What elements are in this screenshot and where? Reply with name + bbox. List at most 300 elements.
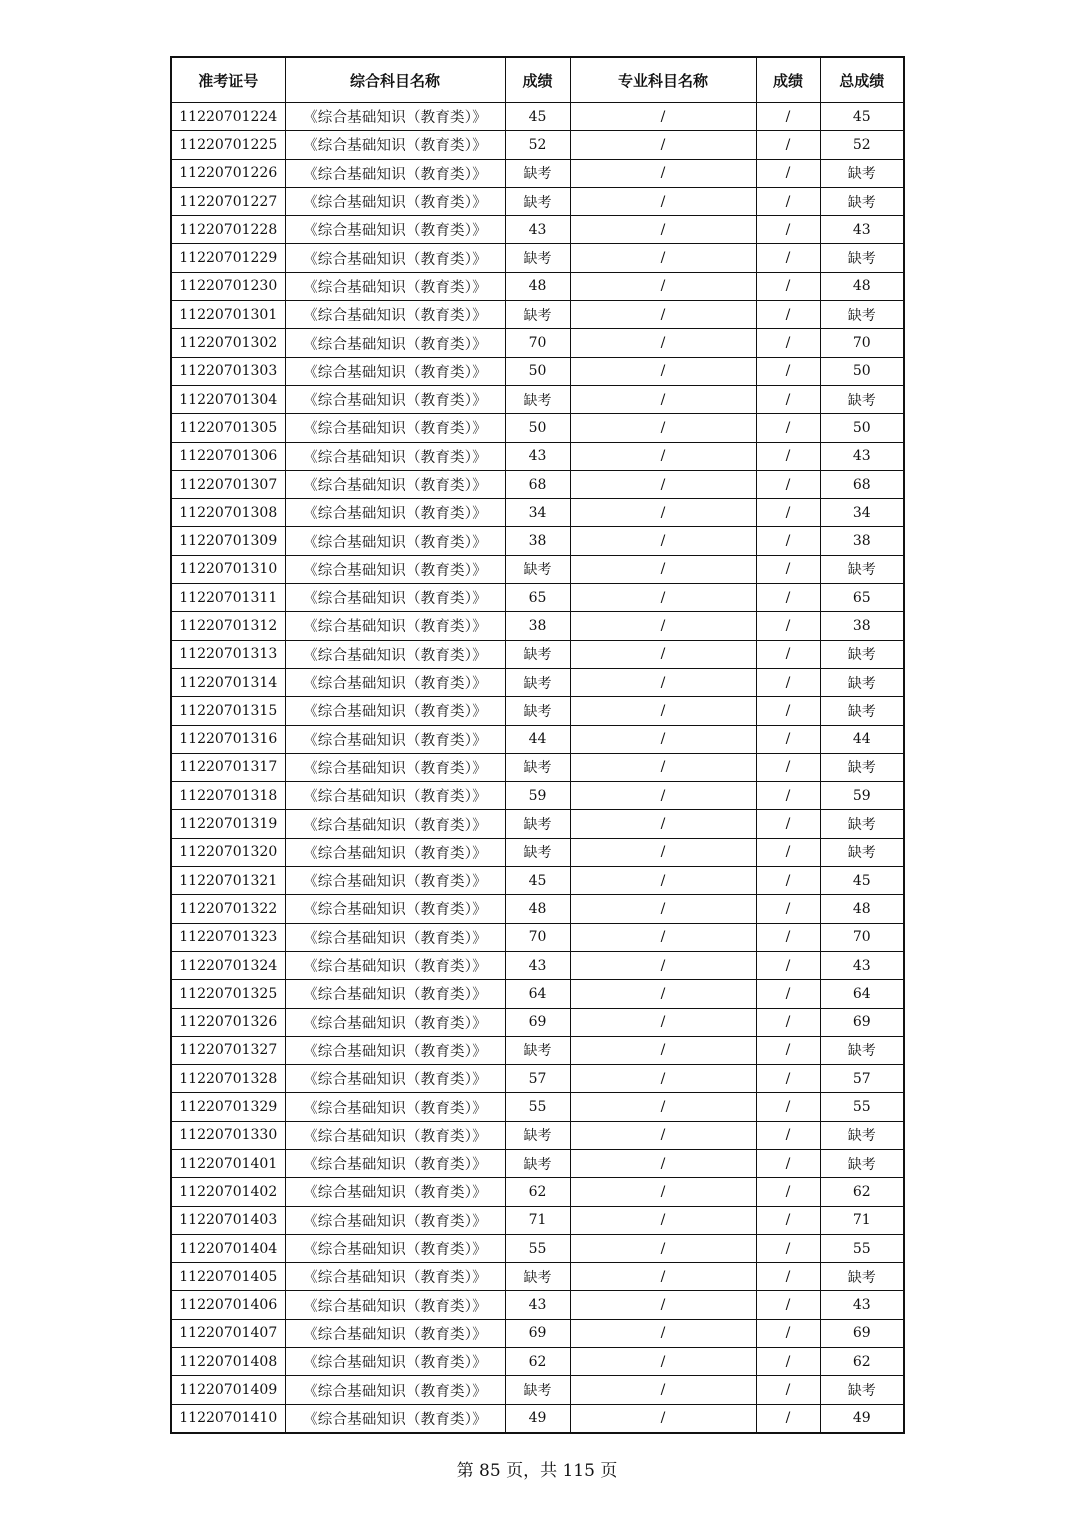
general-subject-cell: 《综合基础知识（教育类）》 xyxy=(285,810,505,838)
pro-subject-cell: / xyxy=(570,1093,756,1121)
total-score-cell: 71 xyxy=(820,1206,904,1234)
exam-id-cell: 11220701410 xyxy=(171,1404,285,1433)
pro-subject-cell: / xyxy=(570,385,756,413)
general-score-cell: 71 xyxy=(505,1206,570,1234)
header-general-score: 成绩 xyxy=(505,57,570,103)
pro-subject-cell: / xyxy=(570,1149,756,1177)
exam-id-cell: 11220701312 xyxy=(171,612,285,640)
general-score-cell: 缺考 xyxy=(505,753,570,781)
general-score-cell: 缺考 xyxy=(505,697,570,725)
header-general-subject: 综合科目名称 xyxy=(285,57,505,103)
total-score-cell: 缺考 xyxy=(820,1376,904,1404)
table-row xyxy=(171,216,904,244)
general-score-cell: 缺考 xyxy=(505,1376,570,1404)
pro-subject-cell: / xyxy=(570,697,756,725)
pro-score-cell: / xyxy=(756,1178,820,1206)
total-score-cell: 缺考 xyxy=(820,555,904,583)
general-score-cell: 38 xyxy=(505,527,570,555)
general-subject-cell: 《综合基础知识（教育类）》 xyxy=(285,725,505,753)
table-row xyxy=(171,725,904,753)
exam-id-cell: 11220701229 xyxy=(171,244,285,272)
pro-subject-cell: / xyxy=(570,329,756,357)
total-score-cell: 55 xyxy=(820,1093,904,1121)
pro-score-cell: / xyxy=(756,527,820,555)
pro-score-cell: / xyxy=(756,1206,820,1234)
table-row xyxy=(171,782,904,810)
total-score-cell: 缺考 xyxy=(820,385,904,413)
exam-id-cell: 11220701306 xyxy=(171,442,285,470)
general-subject-cell: 《综合基础知识（教育类）》 xyxy=(285,329,505,357)
table-row xyxy=(171,697,904,725)
exam-id-cell: 11220701324 xyxy=(171,951,285,979)
total-score-cell: 49 xyxy=(820,1404,904,1433)
pro-subject-cell: / xyxy=(570,668,756,696)
exam-id-cell: 11220701316 xyxy=(171,725,285,753)
total-score-cell: 69 xyxy=(820,1008,904,1036)
exam-id-cell: 11220701328 xyxy=(171,1065,285,1093)
pro-score-cell: / xyxy=(756,414,820,442)
table-row xyxy=(171,187,904,215)
score-table xyxy=(170,56,905,1434)
general-subject-cell: 《综合基础知识（教育类）》 xyxy=(285,951,505,979)
total-score-cell: 缺考 xyxy=(820,1263,904,1291)
exam-id-cell: 11220701408 xyxy=(171,1348,285,1376)
exam-id-cell: 11220701329 xyxy=(171,1093,285,1121)
general-subject-cell: 《综合基础知识（教育类）》 xyxy=(285,838,505,866)
pro-subject-cell: / xyxy=(570,1376,756,1404)
pro-subject-cell: / xyxy=(570,1234,756,1262)
general-subject-cell: 《综合基础知识（教育类）》 xyxy=(285,1376,505,1404)
table-row xyxy=(171,1404,904,1433)
general-subject-cell: 《综合基础知识（教育类）》 xyxy=(285,1036,505,1064)
general-subject-cell: 《综合基础知识（教育类）》 xyxy=(285,131,505,159)
pro-subject-cell: / xyxy=(570,1121,756,1149)
table-row xyxy=(171,385,904,413)
pro-subject-cell: / xyxy=(570,555,756,583)
general-subject-cell: 《综合基础知识（教育类）》 xyxy=(285,187,505,215)
total-score-cell: 62 xyxy=(820,1348,904,1376)
pro-subject-cell: / xyxy=(570,1404,756,1433)
pro-score-cell: / xyxy=(756,697,820,725)
total-score-cell: 34 xyxy=(820,499,904,527)
general-score-cell: 43 xyxy=(505,1291,570,1319)
total-score-cell: 缺考 xyxy=(820,159,904,187)
total-score-cell: 缺考 xyxy=(820,753,904,781)
total-score-cell: 缺考 xyxy=(820,1149,904,1177)
total-score-cell: 缺考 xyxy=(820,1036,904,1064)
pro-score-cell: / xyxy=(756,499,820,527)
general-subject-cell: 《综合基础知识（教育类）》 xyxy=(285,357,505,385)
table-row xyxy=(171,329,904,357)
table-row xyxy=(171,1036,904,1064)
general-score-cell: 43 xyxy=(505,442,570,470)
general-score-cell: 缺考 xyxy=(505,244,570,272)
general-score-cell: 59 xyxy=(505,782,570,810)
exam-id-cell: 11220701314 xyxy=(171,668,285,696)
exam-id-cell: 11220701228 xyxy=(171,216,285,244)
exam-id-cell: 11220701309 xyxy=(171,527,285,555)
pro-subject-cell: / xyxy=(570,499,756,527)
general-subject-cell: 《综合基础知识（教育类）》 xyxy=(285,668,505,696)
table-row xyxy=(171,1008,904,1036)
general-subject-cell: 《综合基础知识（教育类）》 xyxy=(285,159,505,187)
pro-score-cell: / xyxy=(756,216,820,244)
pro-score-cell: / xyxy=(756,103,820,131)
exam-id-cell: 11220701310 xyxy=(171,555,285,583)
pro-score-cell: / xyxy=(756,640,820,668)
general-subject-cell: 《综合基础知识（教育类）》 xyxy=(285,301,505,329)
total-score-cell: 43 xyxy=(820,442,904,470)
table-row xyxy=(171,1093,904,1121)
general-subject-cell: 《综合基础知识（教育类）》 xyxy=(285,442,505,470)
general-subject-cell: 《综合基础知识（教育类）》 xyxy=(285,414,505,442)
general-score-cell: 65 xyxy=(505,584,570,612)
general-score-cell: 68 xyxy=(505,470,570,498)
pro-score-cell: / xyxy=(756,244,820,272)
exam-id-cell: 11220701307 xyxy=(171,470,285,498)
general-score-cell: 缺考 xyxy=(505,555,570,583)
table-body xyxy=(171,103,904,1433)
page-footer: 第 85 页，共 115 页 xyxy=(456,1461,618,1481)
total-score-cell: 38 xyxy=(820,612,904,640)
exam-id-cell: 11220701323 xyxy=(171,923,285,951)
pro-score-cell: / xyxy=(756,1149,820,1177)
table-row xyxy=(171,923,904,951)
pro-score-cell: / xyxy=(756,725,820,753)
exam-id-cell: 11220701301 xyxy=(171,301,285,329)
pro-score-cell: / xyxy=(756,668,820,696)
general-subject-cell: 《综合基础知识（教育类）》 xyxy=(285,980,505,1008)
general-score-cell: 50 xyxy=(505,414,570,442)
exam-id-cell: 11220701405 xyxy=(171,1263,285,1291)
pro-score-cell: / xyxy=(756,895,820,923)
general-score-cell: 69 xyxy=(505,1008,570,1036)
total-score-cell: 65 xyxy=(820,584,904,612)
pro-score-cell: / xyxy=(756,753,820,781)
pro-subject-cell: / xyxy=(570,301,756,329)
general-subject-cell: 《综合基础知识（教育类）》 xyxy=(285,1348,505,1376)
table-row xyxy=(171,1348,904,1376)
general-score-cell: 缺考 xyxy=(505,1036,570,1064)
pro-score-cell: / xyxy=(756,1121,820,1149)
total-score-cell: 70 xyxy=(820,923,904,951)
general-subject-cell: 《综合基础知识（教育类）》 xyxy=(285,1206,505,1234)
table-row xyxy=(171,951,904,979)
total-score-cell: 38 xyxy=(820,527,904,555)
pro-score-cell: / xyxy=(756,838,820,866)
table-row xyxy=(171,753,904,781)
general-subject-cell: 《综合基础知识（教育类）》 xyxy=(285,895,505,923)
total-score-cell: 缺考 xyxy=(820,697,904,725)
exam-id-cell: 11220701406 xyxy=(171,1291,285,1319)
exam-id-cell: 11220701225 xyxy=(171,131,285,159)
total-score-cell: 缺考 xyxy=(820,301,904,329)
exam-id-cell: 11220701321 xyxy=(171,867,285,895)
pro-subject-cell: / xyxy=(570,980,756,1008)
general-score-cell: 62 xyxy=(505,1178,570,1206)
table-row xyxy=(171,810,904,838)
pro-subject-cell: / xyxy=(570,103,756,131)
general-score-cell: 缺考 xyxy=(505,810,570,838)
general-score-cell: 52 xyxy=(505,131,570,159)
general-subject-cell: 《综合基础知识（教育类）》 xyxy=(285,385,505,413)
pro-score-cell: / xyxy=(756,1234,820,1262)
table-row xyxy=(171,1121,904,1149)
general-score-cell: 43 xyxy=(505,951,570,979)
general-score-cell: 缺考 xyxy=(505,385,570,413)
exam-id-cell: 11220701404 xyxy=(171,1234,285,1262)
pro-score-cell: / xyxy=(756,612,820,640)
exam-id-cell: 11220701407 xyxy=(171,1319,285,1347)
pro-subject-cell: / xyxy=(570,895,756,923)
pro-score-cell: / xyxy=(756,1404,820,1433)
general-subject-cell: 《综合基础知识（教育类）》 xyxy=(285,1149,505,1177)
general-score-cell: 70 xyxy=(505,329,570,357)
pro-score-cell: / xyxy=(756,951,820,979)
general-subject-cell: 《综合基础知识（教育类）》 xyxy=(285,244,505,272)
pro-score-cell: / xyxy=(756,1008,820,1036)
table-row xyxy=(171,1234,904,1262)
general-score-cell: 缺考 xyxy=(505,187,570,215)
total-score-cell: 50 xyxy=(820,414,904,442)
pro-subject-cell: / xyxy=(570,1206,756,1234)
pro-score-cell: / xyxy=(756,272,820,300)
pro-subject-cell: / xyxy=(570,272,756,300)
general-score-cell: 45 xyxy=(505,867,570,895)
pro-subject-cell: / xyxy=(570,612,756,640)
table-row xyxy=(171,1291,904,1319)
pro-score-cell: / xyxy=(756,1376,820,1404)
general-score-cell: 62 xyxy=(505,1348,570,1376)
general-score-cell: 70 xyxy=(505,923,570,951)
total-score-cell: 55 xyxy=(820,1234,904,1262)
pro-subject-cell: / xyxy=(570,1291,756,1319)
general-subject-cell: 《综合基础知识（教育类）》 xyxy=(285,640,505,668)
exam-id-cell: 11220701315 xyxy=(171,697,285,725)
table-row xyxy=(171,159,904,187)
table-header xyxy=(171,57,904,103)
general-subject-cell: 《综合基础知识（教育类）》 xyxy=(285,470,505,498)
total-score-cell: 48 xyxy=(820,272,904,300)
pro-score-cell: / xyxy=(756,442,820,470)
pro-subject-cell: / xyxy=(570,1036,756,1064)
general-subject-cell: 《综合基础知识（教育类）》 xyxy=(285,612,505,640)
general-subject-cell: 《综合基础知识（教育类）》 xyxy=(285,272,505,300)
general-subject-cell: 《综合基础知识（教育类）》 xyxy=(285,1065,505,1093)
pro-subject-cell: / xyxy=(570,725,756,753)
pro-subject-cell: / xyxy=(570,159,756,187)
total-score-cell: 50 xyxy=(820,357,904,385)
table-row xyxy=(171,1263,904,1291)
general-score-cell: 57 xyxy=(505,1065,570,1093)
exam-id-cell: 11220701401 xyxy=(171,1149,285,1177)
general-score-cell: 48 xyxy=(505,895,570,923)
table-row xyxy=(171,470,904,498)
pro-score-cell: / xyxy=(756,923,820,951)
exam-id-cell: 11220701403 xyxy=(171,1206,285,1234)
pro-score-cell: / xyxy=(756,1036,820,1064)
total-score-cell: 缺考 xyxy=(820,810,904,838)
exam-id-cell: 11220701326 xyxy=(171,1008,285,1036)
general-score-cell: 缺考 xyxy=(505,1121,570,1149)
pro-score-cell: / xyxy=(756,1065,820,1093)
general-score-cell: 缺考 xyxy=(505,640,570,668)
general-subject-cell: 《综合基础知识（教育类）》 xyxy=(285,1121,505,1149)
general-subject-cell: 《综合基础知识（教育类）》 xyxy=(285,697,505,725)
general-subject-cell: 《综合基础知识（教育类）》 xyxy=(285,1178,505,1206)
general-subject-cell: 《综合基础知识（教育类）》 xyxy=(285,499,505,527)
general-subject-cell: 《综合基础知识（教育类）》 xyxy=(285,527,505,555)
exam-id-cell: 11220701304 xyxy=(171,385,285,413)
total-score-cell: 缺考 xyxy=(820,668,904,696)
pro-score-cell: / xyxy=(756,1319,820,1347)
pro-score-cell: / xyxy=(756,867,820,895)
table-row xyxy=(171,838,904,866)
table-row xyxy=(171,442,904,470)
pro-subject-cell: / xyxy=(570,244,756,272)
pro-subject-cell: / xyxy=(570,1348,756,1376)
exam-id-cell: 11220701305 xyxy=(171,414,285,442)
pro-subject-cell: / xyxy=(570,584,756,612)
pro-score-cell: / xyxy=(756,470,820,498)
header-pro-score: 成绩 xyxy=(756,57,820,103)
table-row xyxy=(171,1319,904,1347)
pro-subject-cell: / xyxy=(570,442,756,470)
total-score-cell: 52 xyxy=(820,131,904,159)
total-score-cell: 69 xyxy=(820,1319,904,1347)
table-row xyxy=(171,244,904,272)
exam-id-cell: 11220701317 xyxy=(171,753,285,781)
general-subject-cell: 《综合基础知识（教育类）》 xyxy=(285,1234,505,1262)
general-score-cell: 43 xyxy=(505,216,570,244)
exam-id-cell: 11220701302 xyxy=(171,329,285,357)
exam-id-cell: 11220701311 xyxy=(171,584,285,612)
total-score-cell: 44 xyxy=(820,725,904,753)
pro-subject-cell: / xyxy=(570,1178,756,1206)
total-score-cell: 缺考 xyxy=(820,838,904,866)
exam-id-cell: 11220701318 xyxy=(171,782,285,810)
total-score-cell: 64 xyxy=(820,980,904,1008)
exam-id-cell: 11220701224 xyxy=(171,103,285,131)
pro-subject-cell: / xyxy=(570,470,756,498)
pro-subject-cell: / xyxy=(570,414,756,442)
general-score-cell: 48 xyxy=(505,272,570,300)
general-subject-cell: 《综合基础知识（教育类）》 xyxy=(285,1008,505,1036)
exam-id-cell: 11220701308 xyxy=(171,499,285,527)
pro-score-cell: / xyxy=(756,584,820,612)
general-score-cell: 69 xyxy=(505,1319,570,1347)
pro-score-cell: / xyxy=(756,329,820,357)
total-score-cell: 59 xyxy=(820,782,904,810)
pro-subject-cell: / xyxy=(570,753,756,781)
total-score-cell: 57 xyxy=(820,1065,904,1093)
pro-subject-cell: / xyxy=(570,782,756,810)
pro-score-cell: / xyxy=(756,980,820,1008)
total-score-cell: 43 xyxy=(820,951,904,979)
exam-id-cell: 11220701227 xyxy=(171,187,285,215)
general-score-cell: 50 xyxy=(505,357,570,385)
general-subject-cell: 《综合基础知识（教育类）》 xyxy=(285,103,505,131)
general-subject-cell: 《综合基础知识（教育类）》 xyxy=(285,216,505,244)
pro-subject-cell: / xyxy=(570,187,756,215)
pro-subject-cell: / xyxy=(570,951,756,979)
general-score-cell: 55 xyxy=(505,1093,570,1121)
general-subject-cell: 《综合基础知识（教育类）》 xyxy=(285,782,505,810)
pro-score-cell: / xyxy=(756,357,820,385)
general-subject-cell: 《综合基础知识（教育类）》 xyxy=(285,584,505,612)
general-subject-cell: 《综合基础知识（教育类）》 xyxy=(285,1319,505,1347)
header-pro-subject: 专业科目名称 xyxy=(570,57,756,103)
table-row xyxy=(171,867,904,895)
pro-subject-cell: / xyxy=(570,810,756,838)
pro-subject-cell: / xyxy=(570,357,756,385)
total-score-cell: 缺考 xyxy=(820,1121,904,1149)
table-row xyxy=(171,1376,904,1404)
exam-id-cell: 11220701330 xyxy=(171,1121,285,1149)
table-row xyxy=(171,1149,904,1177)
general-score-cell: 缺考 xyxy=(505,1149,570,1177)
pro-score-cell: / xyxy=(756,1348,820,1376)
general-score-cell: 64 xyxy=(505,980,570,1008)
table-row xyxy=(171,980,904,1008)
table-row xyxy=(171,895,904,923)
table-row xyxy=(171,357,904,385)
exam-id-cell: 11220701303 xyxy=(171,357,285,385)
total-score-cell: 45 xyxy=(820,867,904,895)
total-score-cell: 缺考 xyxy=(820,640,904,668)
table-row xyxy=(171,640,904,668)
header-exam-id: 准考证号 xyxy=(171,57,285,103)
pro-score-cell: / xyxy=(756,301,820,329)
pro-score-cell: / xyxy=(756,1291,820,1319)
table-row xyxy=(171,272,904,300)
table-row xyxy=(171,131,904,159)
general-score-cell: 34 xyxy=(505,499,570,527)
general-subject-cell: 《综合基础知识（教育类）》 xyxy=(285,555,505,583)
total-score-cell: 43 xyxy=(820,216,904,244)
pro-subject-cell: / xyxy=(570,1065,756,1093)
general-subject-cell: 《综合基础知识（教育类）》 xyxy=(285,867,505,895)
table-row xyxy=(171,555,904,583)
total-score-cell: 48 xyxy=(820,895,904,923)
exam-id-cell: 11220701226 xyxy=(171,159,285,187)
general-score-cell: 55 xyxy=(505,1234,570,1262)
table-row xyxy=(171,527,904,555)
general-score-cell: 45 xyxy=(505,103,570,131)
exam-id-cell: 11220701230 xyxy=(171,272,285,300)
header-row xyxy=(171,57,904,103)
exam-id-cell: 11220701402 xyxy=(171,1178,285,1206)
table-row xyxy=(171,103,904,131)
pro-score-cell: / xyxy=(756,1093,820,1121)
general-score-cell: 缺考 xyxy=(505,838,570,866)
pro-subject-cell: / xyxy=(570,1263,756,1291)
pro-score-cell: / xyxy=(756,810,820,838)
pro-subject-cell: / xyxy=(570,216,756,244)
pro-score-cell: / xyxy=(756,782,820,810)
exam-id-cell: 11220701319 xyxy=(171,810,285,838)
exam-id-cell: 11220701320 xyxy=(171,838,285,866)
total-score-cell: 45 xyxy=(820,103,904,131)
exam-id-cell: 11220701313 xyxy=(171,640,285,668)
exam-id-cell: 11220701409 xyxy=(171,1376,285,1404)
table-row xyxy=(171,668,904,696)
total-score-cell: 缺考 xyxy=(820,187,904,215)
general-score-cell: 缺考 xyxy=(505,668,570,696)
table-row xyxy=(171,1206,904,1234)
general-subject-cell: 《综合基础知识（教育类）》 xyxy=(285,923,505,951)
total-score-cell: 70 xyxy=(820,329,904,357)
